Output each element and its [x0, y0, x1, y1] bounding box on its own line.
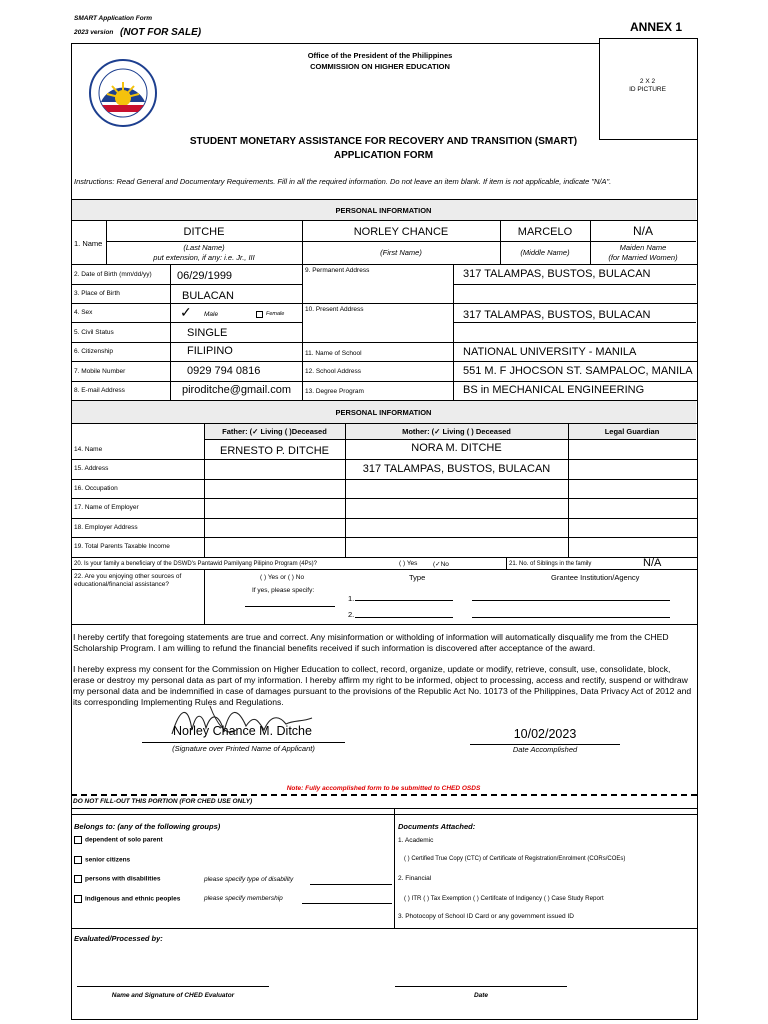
office-name: Office of the President of the Philippines: [307, 51, 453, 60]
maiden-name-field[interactable]: N/A: [632, 224, 653, 238]
signature-caption: (Signature over Printed Name of Applicant): [172, 744, 315, 753]
pob-label: 3. Place of Birth: [74, 290, 120, 297]
school-address-field[interactable]: 551 M. F JHOCSON ST. SAMPALOC, MANILA: [463, 365, 693, 377]
sex-female-checkbox[interactable]: [256, 311, 263, 318]
doc-id: 3. Photocopy of School ID Card or any government issued ID: [398, 913, 574, 920]
id-picture-label: ID PICTURE: [629, 86, 666, 93]
group-pwd[interactable]: persons with disabilities: [74, 875, 161, 883]
citizenship-label: 6. Citizenship: [74, 348, 114, 355]
ched-section-frame: [71, 808, 698, 1020]
id-picture-size: 2 X 2: [639, 78, 656, 85]
not-for-sale: (NOT FOR SALE): [120, 27, 202, 38]
group-senior[interactable]: senior citizens: [74, 856, 130, 864]
email-label: 8. E-mail Address: [74, 387, 125, 394]
perm-address-label: 9. Permanent Address: [305, 267, 370, 274]
personal-info-title: PERSONAL INFORMATION: [335, 206, 432, 215]
sex-label: 4. Sex: [74, 309, 93, 316]
type-header: Type: [409, 573, 426, 582]
form-name: SMART Application Form: [74, 15, 152, 22]
group-indigenous[interactable]: indigenous and ethnic peoples: [74, 895, 180, 903]
form-version: 2023 version: [74, 29, 114, 36]
q22-label-2: educational/financial assistance?: [74, 581, 170, 588]
checkbox-icon[interactable]: [74, 856, 82, 864]
middle-name-caption: (Middle Name): [520, 248, 570, 257]
pwd-specify-label: please specify type of disability: [204, 876, 294, 883]
last-name-caption: (Last Name): [183, 243, 225, 252]
sex-male-checkmark-icon[interactable]: ✓: [180, 304, 192, 320]
pob-field[interactable]: BULACAN: [182, 290, 234, 302]
evaluator-caption: Name and Signature of CHED Evaluator: [111, 992, 235, 999]
mobile-field[interactable]: 0929 794 0816: [187, 365, 261, 377]
consent-paragraph: I hereby express my consent for the Commission on Higher Education to collect, record, organize, update or modify, retrieve, consult, use, consolidate, block, erase or destroy my personal data as part of my information. I hereby affirm my right to be informed, object to processing, access and rectify, suspend or withdraw my personal data and be indemnified in case of damages pursuant to the provisions of the Republic Act No. 10173 of the Philippines, Data Privacy Act of 2012 and its corresponding Implementing Rules and Regulations.: [73, 664, 692, 707]
sex-female-label: Female: [266, 311, 285, 317]
q22-yes-no[interactable]: ( ) Yes or ( ) No: [260, 574, 305, 581]
last-name-caption2: put extension, if any: i.e. Jr., III: [153, 253, 255, 262]
group-solo-parent[interactable]: dependent of solo parent: [74, 836, 163, 844]
citizenship-field[interactable]: FILIPINO: [187, 345, 233, 357]
name-label: 1. Name: [74, 239, 103, 248]
certification-paragraph: I hereby certify that foregoing statements are true and correct. Any misinformation or witholding of information will automatically disqualify me from the CHED Scholarship Program. I am willing to refund the financial benefits received if such information is discovered after acceptance of the award.: [73, 632, 669, 653]
submission-note: Note: Fully accomplished form to be submitted to CHED OSDS: [286, 785, 481, 792]
parent-row-employer: 17. Name of Employer: [74, 504, 139, 511]
maiden-caption2: (for Married Women): [608, 253, 678, 262]
present-address-label: 10. Present Address: [305, 306, 364, 313]
middle-name-field[interactable]: MARCELO: [517, 226, 573, 238]
school-label: 11. Name of School: [305, 350, 362, 357]
degree-label: 13. Degree Program: [305, 388, 364, 395]
parents-info-title: PERSONAL INFORMATION: [335, 408, 432, 417]
dob-label: 2. Date of Birth (mm/dd/yy): [74, 271, 152, 278]
commission-name: COMMISSION ON HIGHER EDUCATION: [310, 62, 450, 71]
q21-label: 21. No. of Siblings in the family: [509, 561, 592, 567]
checkbox-icon[interactable]: [74, 836, 82, 844]
q22-item-2: 2.: [348, 610, 355, 619]
q21-field[interactable]: N/A: [643, 557, 662, 569]
doc-academic: 1. Academic: [398, 837, 434, 844]
mother-name-field[interactable]: NORA M. DITCHE: [411, 442, 502, 454]
parent-row-employer-address: 18. Employer Address: [74, 524, 138, 531]
sex-male-label: Male: [204, 311, 219, 318]
date-accomplished-caption: Date Accomplished: [512, 745, 578, 754]
checkbox-icon[interactable]: [74, 875, 82, 883]
q20-label: 20. Is your family a beneficiary of the DSWD's Pantawid Pamilyang Pilipino Program (4Ps)?: [74, 561, 317, 567]
mobile-label: 7. Mobile Number: [74, 368, 126, 375]
q20-yes[interactable]: ( ) Yes: [399, 560, 418, 567]
date-accomplished-field[interactable]: 10/02/2023: [513, 727, 577, 741]
doc-financial: 2. Financial: [398, 875, 432, 882]
cut-line: [71, 794, 697, 796]
q22-item-1: 1.: [348, 594, 355, 603]
parent-row-income: 19. Total Parents Taxable Income: [74, 543, 170, 550]
instructions: Instructions: Read General and Documentary Requirements. Fill in all the required information. Do not leave an item blank. If item is not applicable, indicate "N/A".: [74, 177, 612, 186]
school-field[interactable]: NATIONAL UNIVERSITY - MANILA: [463, 346, 637, 358]
parent-row-name: 14. Name: [74, 446, 103, 453]
doc-financial-detail[interactable]: ( ) ITR ( ) Tax Exemption ( ) Certifcate of Indigency ( ) Case Study Report: [404, 895, 604, 902]
parent-row-address: 15. Address: [74, 465, 109, 472]
annex-label: ANNEX 1: [630, 20, 683, 34]
dob-field[interactable]: 06/29/1999: [177, 270, 233, 282]
belongs-header: Belongs to: (any of the following groups): [74, 822, 221, 831]
q22-label: 22. Are you enjoying other sources of: [74, 573, 182, 580]
mother-address-field[interactable]: 317 TALAMPAS, BUSTOS, BULACAN: [362, 463, 551, 475]
form-title-line2: APPLICATION FORM: [333, 150, 434, 161]
indigenous-specify-label: please specify membership: [204, 895, 283, 902]
mother-header: Mother: (✓ Living ( ) Deceased: [402, 427, 511, 436]
grantee-header: Grantee Institution/Agency: [551, 573, 640, 582]
ched-only-notice: DO NOT FILL-OUT THIS PORTION (FOR CHED USE ONLY): [73, 798, 253, 805]
first-name-field[interactable]: NORLEY CHANCE: [353, 226, 449, 238]
parent-row-occupation: 16. Occupation: [74, 485, 118, 492]
email-field[interactable]: piroditche@gmail.com: [182, 384, 291, 396]
evaluated-label: Evaluated/Processed by:: [74, 934, 163, 943]
father-name-field[interactable]: ERNESTO P. DITCHE: [219, 445, 329, 457]
form-title-line1: STUDENT MONETARY ASSISTANCE FOR RECOVERY AND TRANSITION (SMART): [189, 136, 578, 147]
doc-academic-detail[interactable]: ( ) Certified True Copy (CTC) of Certificate of Registration/Enrolment (CORs/COEs): [404, 856, 626, 862]
degree-field[interactable]: BS in MECHANICAL ENGINEERING: [463, 384, 645, 396]
school-address-label: 12. School Address: [305, 368, 362, 375]
father-header: Father: (✓ Living ( )Deceased: [222, 427, 327, 436]
ched-seal-icon: [88, 58, 158, 128]
q20-no[interactable]: (✓No: [433, 561, 449, 568]
guardian-header: Legal Guardian: [604, 427, 660, 436]
last-name-field[interactable]: DITCHE: [183, 226, 225, 238]
maiden-caption: Maiden Name: [619, 243, 667, 252]
civil-status-label: 5. Civil Status: [74, 329, 114, 336]
documents-header: Documents Attached:: [398, 822, 476, 831]
checkbox-icon[interactable]: [74, 895, 82, 903]
q22-specify: If yes, please specify:: [252, 587, 315, 594]
first-name-caption: (First Name): [380, 248, 422, 257]
signature-name-field[interactable]: Norley Chance M. Ditche: [173, 724, 312, 738]
civil-status-field[interactable]: SINGLE: [187, 327, 228, 339]
perm-address-field[interactable]: 317 TALAMPAS, BUSTOS, BULACAN: [463, 268, 651, 280]
evaluation-date-caption: Date: [473, 992, 489, 999]
present-address-field[interactable]: 317 TALAMPAS, BUSTOS, BULACAN: [463, 309, 651, 321]
